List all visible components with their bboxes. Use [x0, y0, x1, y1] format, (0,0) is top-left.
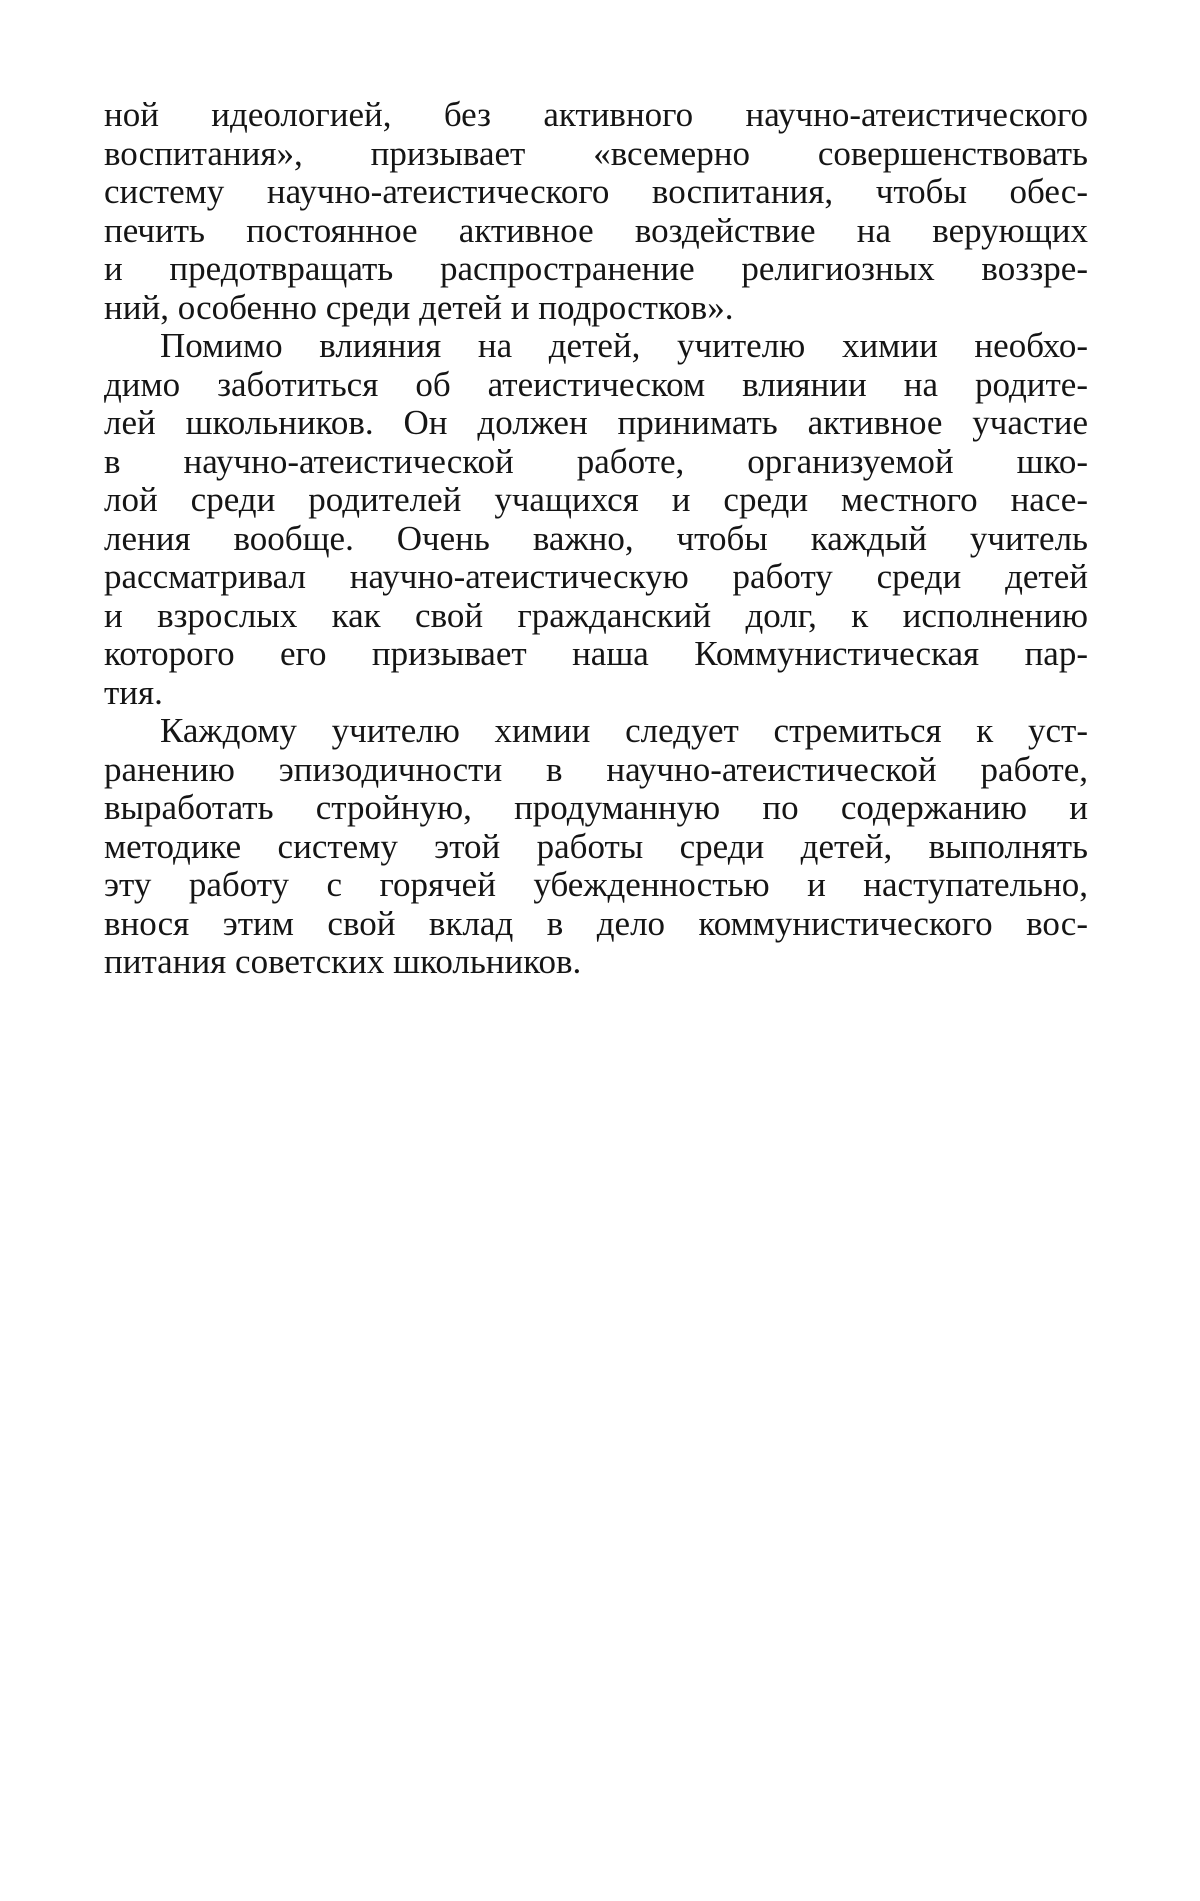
text-line: печить постоянное активное воздействие на верующих: [104, 210, 1088, 250]
text-line: которого его призывает наша Коммунистическая пар-: [104, 634, 1088, 673]
text-line: Каждому учителю химии следует стремиться к уст-: [160, 711, 1088, 750]
paragraph-2: [104, 327, 1088, 712]
text-line: ной идеологией, без активного научно-атеистического: [104, 95, 1088, 134]
paragraph-3: [104, 712, 1088, 982]
text-line: систему научно-атеистического воспитания, чтобы обес-: [104, 172, 1088, 211]
text-line: ранению эпизодичности в научно-атеистической работе,: [104, 749, 1088, 789]
body-text: [104, 96, 1088, 982]
text-line: рассматривал научно-атеистическую работу среди детей: [104, 557, 1088, 596]
text-line: выработать стройную, продуманную по содержанию и: [104, 788, 1088, 827]
text-line: внося этим свой вклад в дело коммунистического вос-: [104, 903, 1088, 943]
text-line: Помимо влияния на детей, учителю химии необхо-: [160, 326, 1088, 365]
text-line: и предотвращать распространение религиозных воззре-: [104, 249, 1088, 288]
text-line: лей школьников. Он должен принимать активное участие: [104, 403, 1088, 442]
text-line: методике систему этой работы среди детей, выполнять: [104, 826, 1088, 866]
text-line: димо заботиться об атеистическом влиянии на родите-: [104, 364, 1088, 404]
text-line: и взрослых как свой гражданский долг, к исполнению: [104, 595, 1088, 635]
text-line: воспитания», призывает «всемерно совершенствовать: [104, 133, 1088, 173]
text-line: ления вообще. Очень важно, чтобы каждый учитель: [104, 518, 1088, 558]
text-line: ний, особенно среди детей и подростков».: [104, 287, 734, 327]
text-line: эту работу с горячей убежденностью и наступательно,: [104, 865, 1088, 904]
text-line: тия.: [104, 672, 163, 712]
text-line: питания советских школьников.: [104, 942, 582, 981]
text-line: в научно-атеистической работе, организуемой шко-: [104, 441, 1088, 481]
paragraph-1: [104, 96, 1088, 327]
text-line: лой среди родителей учащихся и среди местного насе-: [104, 480, 1088, 519]
